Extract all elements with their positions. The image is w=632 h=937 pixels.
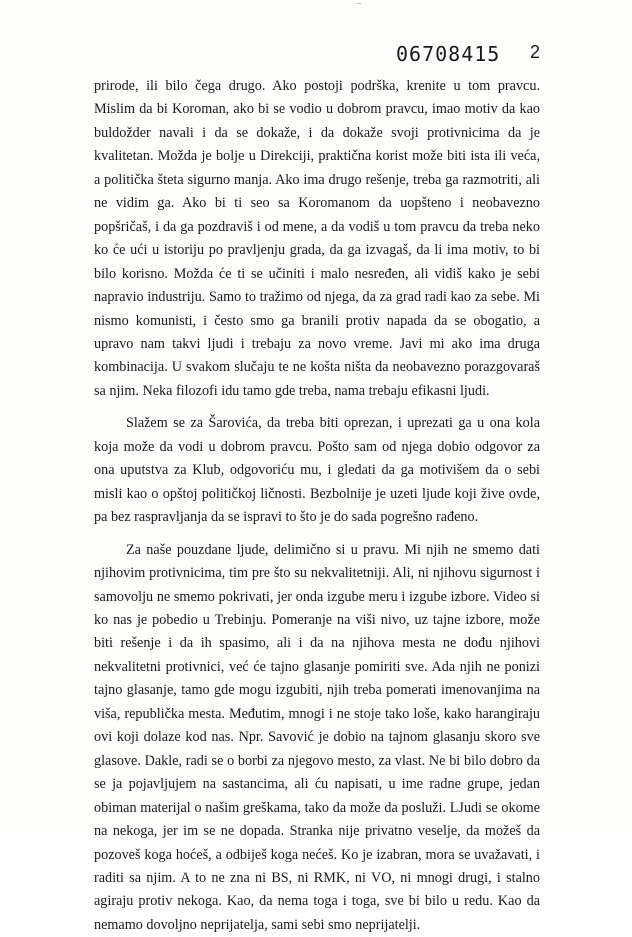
page-number: 2	[530, 42, 541, 62]
document-body	[94, 75, 540, 937]
paragraph-3: Za naše pouzdane ljude, delimično si u pravu. Mi njih ne smemo dati njihovim protivnicima, tim pre što su nekvalitetniji. Ali, ni njihovu sigurnost i samovolju ne smemo pokrivati, jer onda izgube meru i izgube izbore. Video si ko nas je pobedio u Trebinju. Pomeranje na viši nivo, uz tajne izbore, može biti rešenje i da ih spasimo, ali i da na njihova mesta ne dođu njihovi nekvalitetni protivnici, već će tajno glasanje pomiriti sve. Ada njih ne ponizi tajno glasanje, tamo gde mogu izgubiti, njih treba pomerati imenovanjima na viša, republička mesta. Međutim, mnogi i ne stoje tako loše, kako harangiraju ovi koji dolaze kod nas. Npr. Savović je dobio na tajnom glasanju skoro sve glasove. Dakle, radi se o borbi za njegovo mesto, za vlast. Ne bi bilo dobro da se ja pojavljujem na sastancima, ali ću napisati, u ime radne grupe, jedan obiman materijal o našim greškama, tako da može da posluži. LJudi se okome na nekoga, jer im se ne dopada. Stranka nije privatno veselje, da možeš da pozoveš koga hoćeš, a odbiješ koga nećeš. Ko je izabran, mora se uvažavati, i raditi sa njim. A to ne zna ni BS, ni RMK, ni VO, ni mnogi drugi, i stalno agiraju protiv nekoga. Kao, da nema toga i toga, sve bi bilo u redu. Kao da nemamo dovoljno neprijatelja, sami sebi smo neprijatelji.	[94, 541, 540, 933]
paragraph-2: Slažem se za Šarovića, da treba biti oprezan, i uprezati ga u ona kola koja može da vodi u dobrom pravcu. Pošto sam od njega dobio odgovor za ona uputstva za Klub, odgovoriću mu, i gledati da ga motivišem da o sebi misli kao o opštoj političkoj ličnosti. Bezbolnije je uzeti ljude koji žive ovde, pa bez raspravljanja da se ispravi to što je do sada pogrešno rađeno.	[94, 415, 540, 526]
paragraph-1: prirode, ili bilo čega drugo. Ako postoji podrška, krenite u tom pravcu. Mislim da bi Koroman, ako bi se vodio u dobrom pravcu, imao motiv da kao buldožder navali i da se dokaže, i da dokaže svoji protivnicima da je kvalitetan. Možda je bolje u Direkciji, praktična korist može biti ista ili veća, a politička šteta sigurno manja. Ako ima drugo rešenje, treba ga razmotriti, ali ne vidim ga. Ako bi ti seo sa Koromanom da uopšteno i neobavezno popšričaš, i da ga pozdraviš i od mene, a da vodiš u tom pravcu da treba neko ko će ući u istoriju po pravljenju grada, da ga izvagaš, da li ima motiv, to bi bilo korisno. Možda će ti se učiniti i malo nesređen, ali vidiš kako je sebi napravio industriju. Samo to tražimo od njega, da za grad radi kao za sebe. Mi nismo komunisti, i često smo ga branili protiv napada da se obogatio, a upravo nam takvi ljudi i trebaju za novo vreme. Javi mi ako ima druga kombinacija. U svakom slučaju te ne košta ništa da neobavezno porazgovaraš sa njim. Neka filozofi idu tamo gde treba, nama trebaju efikasni ljudi.	[94, 78, 540, 399]
document-number: 06708415	[396, 42, 501, 66]
top-mark: ..	[357, 0, 361, 6]
